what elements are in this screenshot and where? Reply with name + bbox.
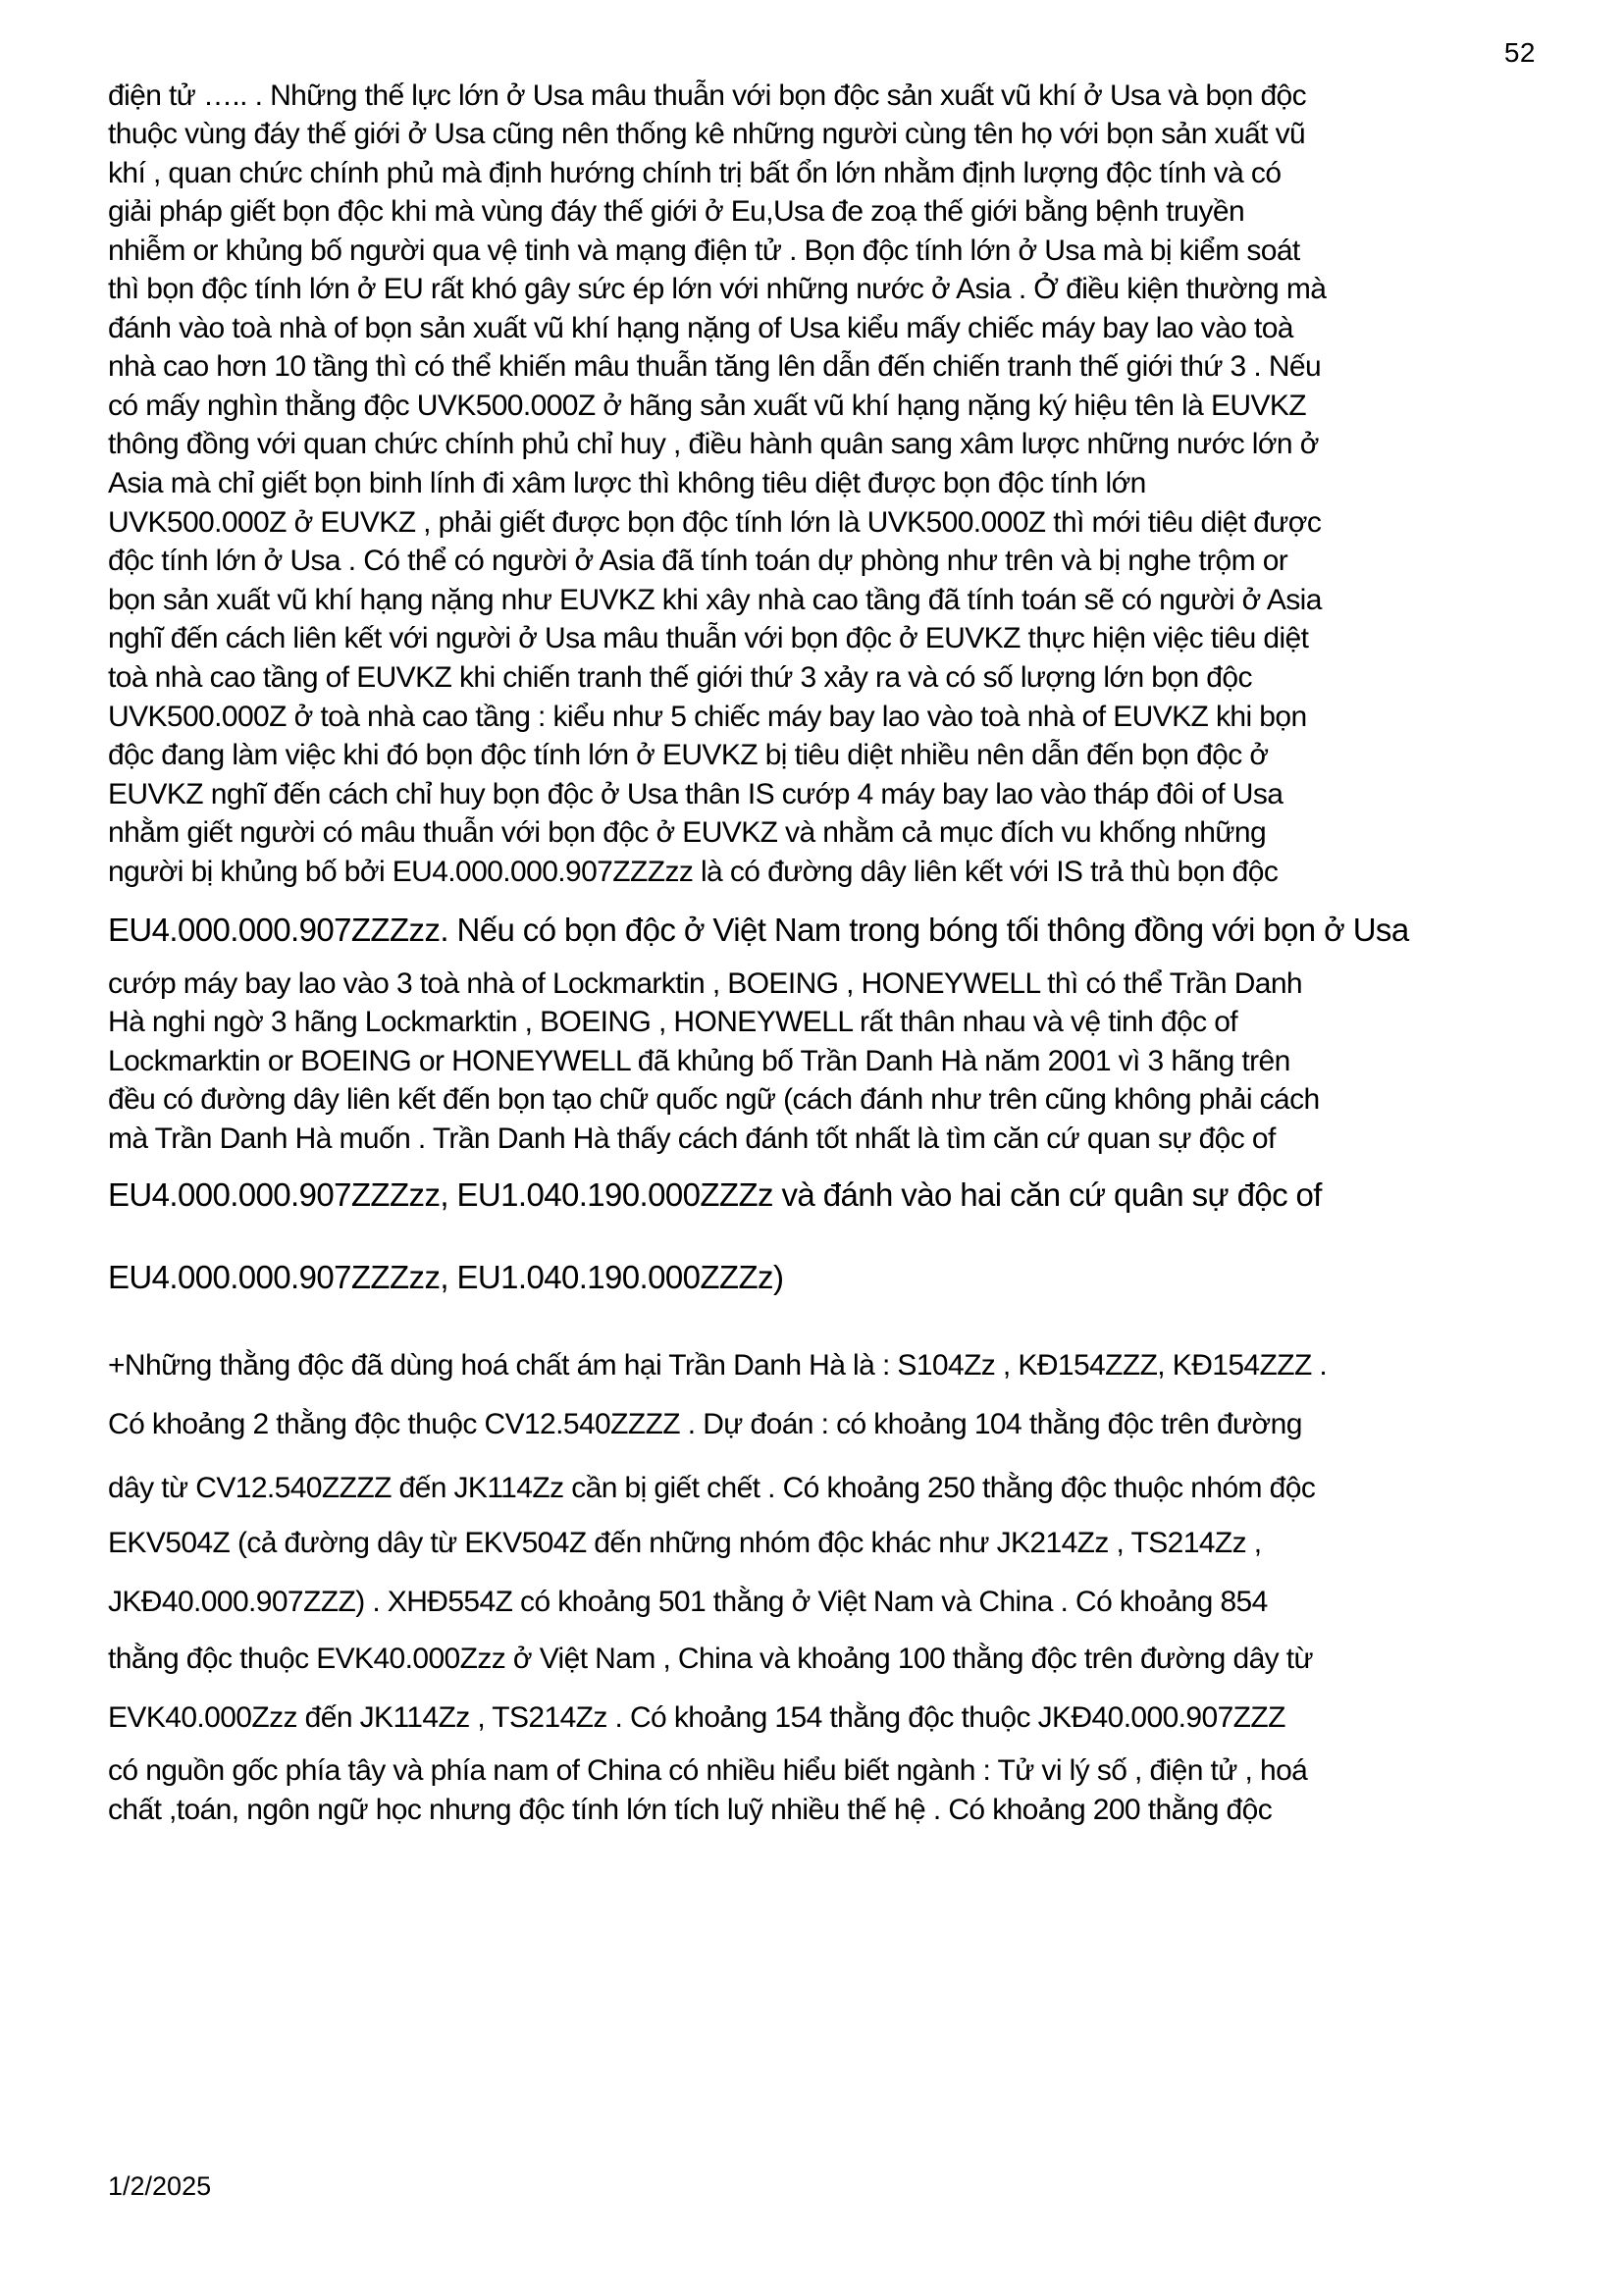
- text-line: EU4.000.000.907ZZZzz. Nếu có bọn độc ở Việt Nam trong bóng tối thông đồng với bọn ở Usa: [108, 912, 1409, 948]
- text-line: thuộc vùng đáy thế giới ở Usa cũng nên thống kê những người cùng tên họ với bọn sản xuất vũ: [108, 118, 1306, 150]
- text-line: Có khoảng 2 thằng độc thuộc CV12.540ZZZZ . Dự đoán : có khoảng 104 thằng độc trên đường: [108, 1408, 1302, 1440]
- text-line: toà nhà cao tầng of EUVKZ khi chiến tranh thế giới thứ 3 xảy ra và có số lượng lớn bọn độc: [108, 661, 1252, 694]
- text-line: có mấy nghìn thằng độc UVK500.000Z ở hãng sản xuất vũ khí hạng nặng ký hiệu tên là EUVKZ: [108, 390, 1307, 422]
- text-line: Hà nghi ngờ 3 hãng Lockmarktin , BOEING , HONEYWELL rất thân nhau và vệ tinh độc of: [108, 1006, 1238, 1038]
- text-line: người bị khủng bố bởi EU4.000.000.907ZZZzz là có đường dây liên kết với IS trả thù bọn độc: [108, 856, 1279, 888]
- text-line: khí , quan chức chính phủ mà định hướng chính trị bất ổn lớn nhằm định lượng độc tính và có: [108, 157, 1282, 189]
- text-line: UVK500.000Z ở toà nhà cao tầng : kiểu như 5 chiếc máy bay lao vào toà nhà of EUVKZ khi bọn: [108, 701, 1307, 733]
- text-line: có nguồn gốc phía tây và phía nam of China có nhiều hiểu biết ngành : Tử vi lý số , điện tử , hoá: [108, 1754, 1308, 1787]
- text-line: dây từ CV12.540ZZZZ đến JK114Zz cần bị giết chết . Có khoảng 250 thằng độc thuộc nhóm độc: [108, 1472, 1316, 1504]
- text-line: bọn sản xuất vũ khí hạng nặng như EUVKZ khi xây nhà cao tầng đã tính toán sẽ có người ở Asia: [108, 584, 1322, 616]
- text-line: EVK40.000Zzz đến JK114Zz , TS214Zz . Có khoảng 154 thằng độc thuộc JKĐ40.000.907ZZZ: [108, 1701, 1285, 1734]
- text-line: JKĐ40.000.907ZZZ) . XHĐ554Z có khoảng 501 thằng ở Việt Nam và China . Có khoảng 854: [108, 1586, 1268, 1618]
- text-line: nhiễm or khủng bố người qua vệ tinh và mạng điện tử . Bọn độc tính lớn ở Usa mà bị kiểm soát: [108, 235, 1300, 267]
- text-line: Asia mà chỉ giết bọn binh lính đi xâm lược thì không tiêu diệt được bọn độc tính lớn: [108, 467, 1146, 499]
- text-line: đánh vào toà nhà of bọn sản xuất vũ khí hạng nặng of Usa kiểu mấy chiếc máy bay lao vào toà: [108, 312, 1293, 344]
- text-line: UVK500.000Z ở EUVKZ , phải giết được bọn độc tính lớn là UVK500.000Z thì mới tiêu diệt được: [108, 506, 1322, 539]
- text-line: độc đang làm việc khi đó bọn độc tính lớn ở EUVKZ bị tiêu diệt nhiều nên dẫn đến bọn độc ở: [108, 739, 1269, 771]
- text-line: EU4.000.000.907ZZZzz, EU1.040.190.000ZZZz): [108, 1259, 784, 1295]
- footer-date: 1/2/2025: [108, 2171, 212, 2201]
- text-line: điện tử ….. . Những thế lực lớn ở Usa mâu thuẫn với bọn độc sản xuất vũ khí ở Usa và bọn độc: [108, 79, 1307, 112]
- text-line: thông đồng với quan chức chính phủ chỉ huy , điều hành quân sang xâm lược những nước lớn ở: [108, 428, 1319, 460]
- text-line: nhằm giết người có mâu thuẫn với bọn độc ở EUVKZ và nhằm cả mục đích vu khống những: [108, 816, 1267, 849]
- text-line: Lockmarktin or BOEING or HONEYWELL đã khủng bố Trần Danh Hà năm 2001 vì 3 hãng trên: [108, 1045, 1290, 1077]
- text-line: mà Trần Danh Hà muốn . Trần Danh Hà thấy cách đánh tốt nhất là tìm căn cứ quan sự độc of: [108, 1122, 1276, 1155]
- text-line: giải pháp giết bọn độc khi mà vùng đáy thế giới ở Eu,Usa đe zoạ thế giới bằng bệnh truyền: [108, 195, 1245, 228]
- text-line: nghĩ đến cách liên kết với người ở Usa mâu thuẫn với bọn độc ở EUVKZ thực hiện việc tiêu diệt: [108, 622, 1309, 654]
- text-line: +Những thằng độc đã dùng hoá chất ám hại Trần Danh Hà là : S104Zz , KĐ154ZZZ, KĐ154ZZZ .: [108, 1349, 1328, 1382]
- text-line: EU4.000.000.907ZZZzz, EU1.040.190.000ZZZz và đánh vào hai căn cứ quân sự độc of: [108, 1176, 1322, 1213]
- page-number: 52: [1503, 37, 1536, 68]
- text-line: EUVKZ nghĩ đến cách chỉ huy bọn độc ở Usa thân IS cướp 4 máy bay lao vào tháp đôi of Usa: [108, 778, 1283, 810]
- text-line: nhà cao hơn 10 tầng thì có thể khiến mâu thuẫn tăng lên dẫn đến chiến tranh thế giới thứ 3 . Nếu: [108, 350, 1322, 383]
- text-line: cướp máy bay lao vào 3 toà nhà of Lockmarktin , BOEING , HONEYWELL thì có thể Trần Danh: [108, 967, 1303, 1000]
- text-line: đều có đường dây liên kết đến bọn tạo chữ quốc ngữ (cách đánh như trên cũng không phải cách: [108, 1083, 1320, 1116]
- text-line: thằng độc thuộc EVK40.000Zzz ở Việt Nam , China và khoảng 100 thằng độc trên đường dây từ: [108, 1643, 1314, 1675]
- text-line: EKV504Z (cả đường dây từ EKV504Z đến những nhóm độc khác như JK214Zz , TS214Zz ,: [108, 1527, 1262, 1559]
- text-line: chất ,toán, ngôn ngữ học nhưng độc tính lớn tích luỹ nhiều thế hệ . Có khoảng 200 thằng độc: [108, 1794, 1273, 1826]
- text-line: thì bọn độc tính lớn ở EU rất khó gây sức ép lớn với những nước ở Asia . Ở điều kiện thường mà: [108, 273, 1327, 305]
- text-line: độc tính lớn ở Usa . Có thể có người ở Asia đã tính toán dự phòng như trên và bị nghe trộm or: [108, 545, 1288, 577]
